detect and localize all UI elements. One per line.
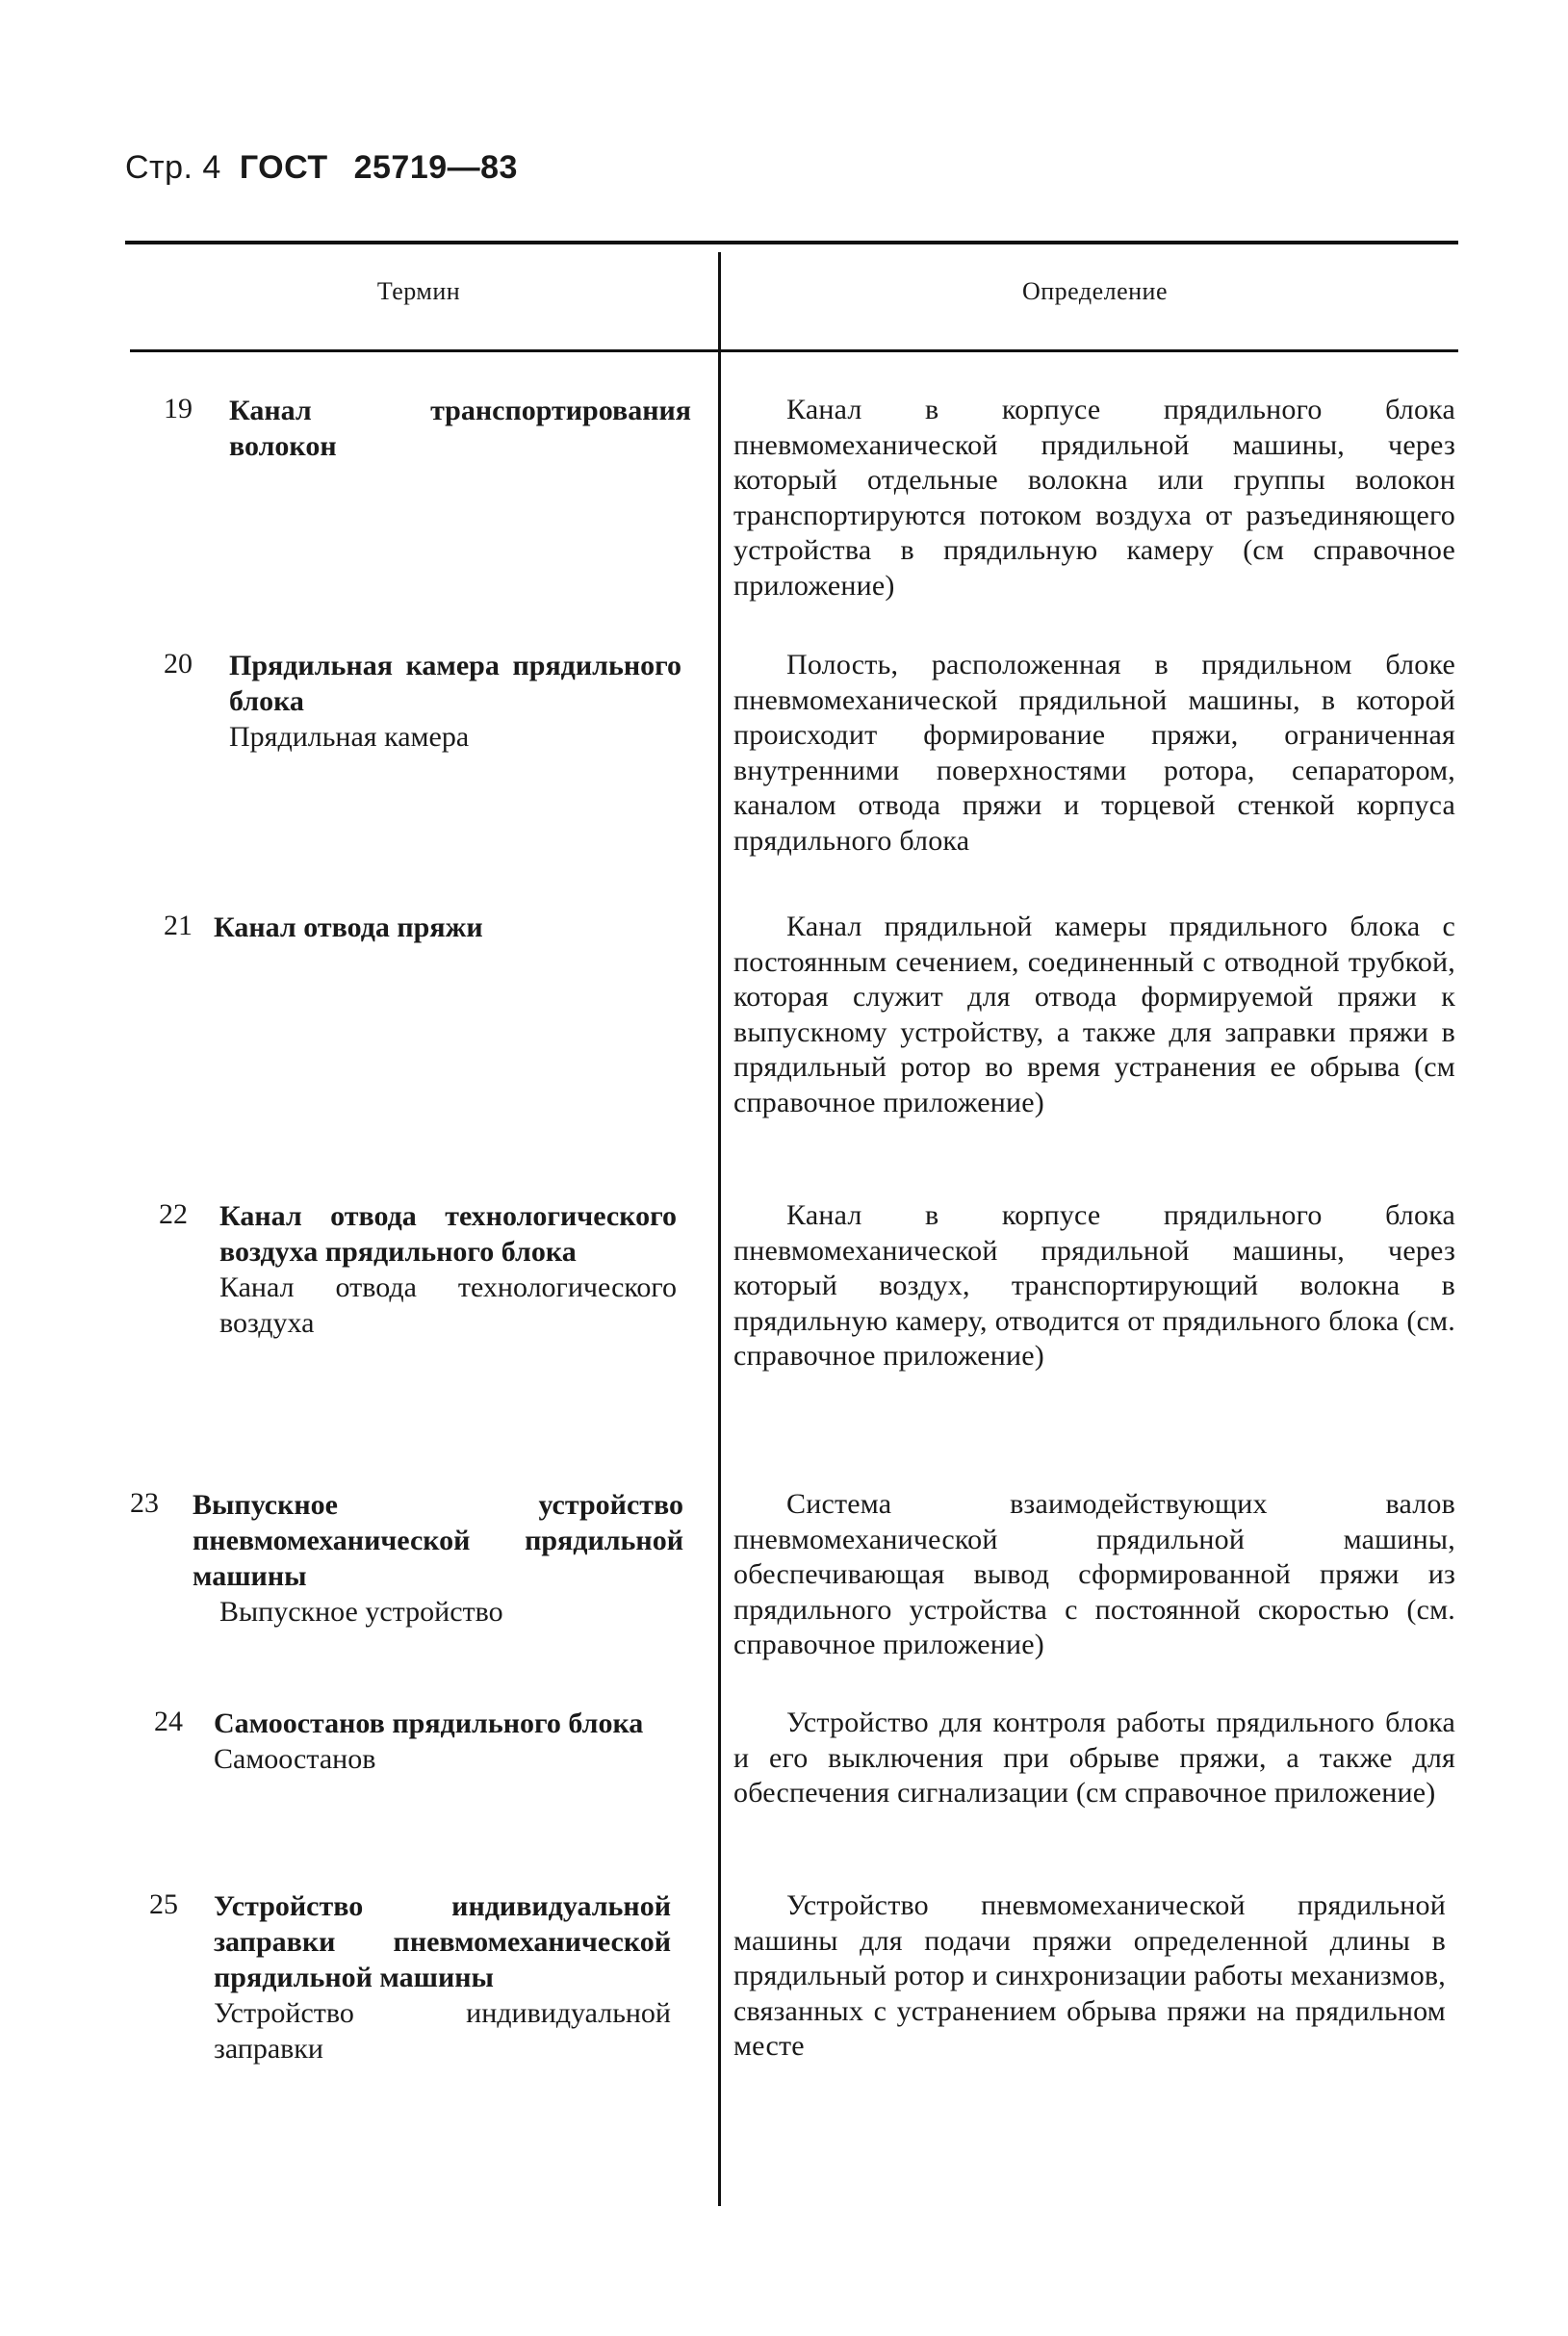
term-definition: Канал в корпусе прядильного блока пневмомеханической прядильной машины, через который отдельные волокна или группы волокон транспортируются потоком воздуха от разъединяющего устройства в прядильную камеру (см справочное приложение)	[733, 394, 1455, 602]
term-definition: Полость, расположенная в прядильном блоке пневмомеханической прядильной машины, в которой происходит формирование пряжи, ограниченная внутренними поверхностями ротора, сепаратором, каналом отвода пряжи и торцевой стенкой корпуса прядильного блока	[733, 649, 1455, 857]
term-cell	[229, 648, 681, 755]
term-name: Самоостанов прядильного блока	[214, 1707, 644, 1739]
term-cell	[214, 1706, 685, 1777]
column-header-term: Термин	[376, 277, 461, 305]
term-definition: Канал в корпусе прядильного блока пневмомеханической прядильной машины, через который воздух, транспортирующий волокна в прядильную камеру, отводится от прядильного блока (см. справочное приложение)	[733, 1199, 1455, 1372]
term-cell	[219, 1198, 677, 1341]
term-number: 22	[159, 1198, 188, 1230]
table-top-rule	[125, 241, 1458, 244]
term-name: Канал отвода технологического воздуха прядильного блока	[219, 1200, 677, 1268]
term-number: 20	[164, 648, 193, 680]
term-number: 23	[130, 1487, 159, 1519]
column-header-definition: Определение	[1021, 277, 1169, 305]
term-number: 19	[164, 393, 193, 424]
page-number: Стр. 4	[125, 149, 221, 186]
term-short-form: Выпускное устройство	[219, 1596, 503, 1628]
standard-label: ГОСТ	[239, 149, 328, 186]
term-name: Устройство индивидуальной заправки пневмомеханической прядильной машины	[214, 1890, 671, 1993]
term-name: Канал транспортирования волокон	[229, 395, 691, 462]
term-name: Выпускное устройство пневмомеханической прядильной машины	[193, 1489, 683, 1592]
term-short-form: Канал отвода технологического воздуха	[219, 1271, 677, 1339]
term-cell	[193, 1487, 683, 1630]
term-cell	[214, 1888, 671, 2066]
term-cell	[214, 910, 676, 945]
term-short-form: Самоостанов	[214, 1743, 376, 1775]
standard-number: 25719—83	[353, 149, 518, 186]
term-definition: Устройство для контроля работы прядильного блока и его выключения при обрыве пряжи, а также для обеспечения сигнализации (см справочное приложение)	[733, 1707, 1455, 1809]
term-definition: Система взаимодействующих валов пневмомеханической прядильной машины, обеспечивающая вывод сформированной пряжи из прядильного устройства с постоянной скоростью (см. справочное приложение)	[733, 1488, 1455, 1660]
term-definition: Устройство пневмомеханической прядильной машины для подачи пряжи определенной длины в прядильный ротор и синхронизации работы механизмов, связанных с устранением обрыва пряжи на прядильном месте	[733, 1889, 1446, 2062]
term-number: 24	[154, 1706, 183, 1737]
table-header-rule	[130, 349, 1458, 352]
term-number: 25	[149, 1888, 178, 1920]
term-short-form: Устройство индивидуальной заправки	[214, 1997, 671, 2065]
term-cell	[229, 393, 691, 464]
page-header	[125, 149, 518, 187]
term-short-form: Прядильная камера	[229, 721, 470, 753]
term-number: 21	[164, 910, 193, 941]
term-name: Канал отвода пряжи	[214, 911, 483, 943]
term-definition: Канал прядильной камеры прядильного блока с постоянным сечением, соединенный с отводной трубкой, которая служит для отвода формируемой пряжи к выпускному устройству, а также для заправки пряжи в прядильный ротор во время устранения ее обрыва (см справочное приложение)	[733, 911, 1455, 1118]
column-divider	[718, 252, 721, 2206]
term-name: Прядильная камера прядильного блока	[229, 650, 681, 717]
